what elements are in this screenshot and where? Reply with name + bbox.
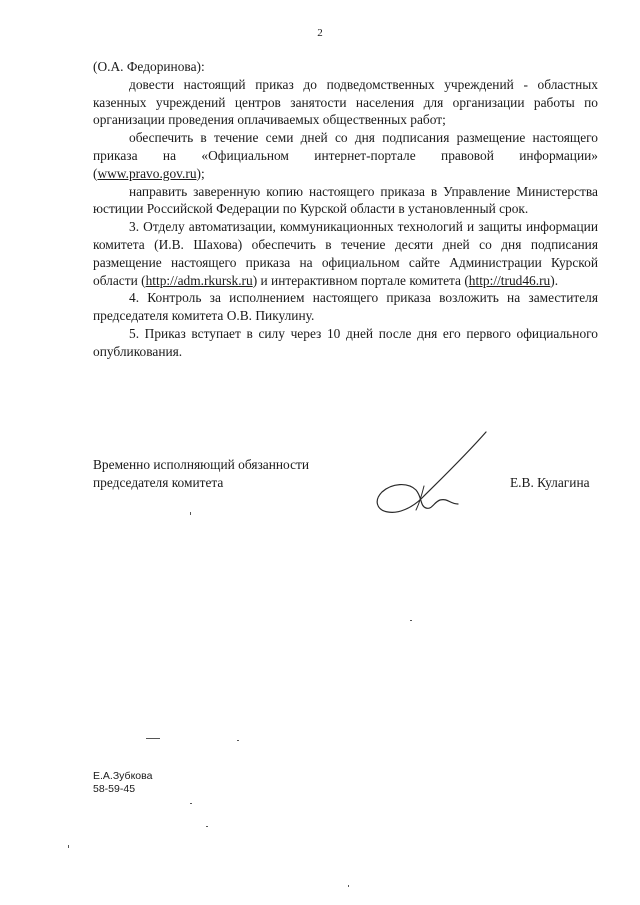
scan-speck	[68, 845, 69, 848]
paragraph-text: обеспечить в течение семи дней со дня подписания размещение настоящего приказа на «Официальном интернет-портале правовой информации» (	[93, 130, 598, 181]
link-adm-rkursk[interactable]: http://adm.rkursk.ru	[145, 272, 253, 288]
signatory-title	[93, 456, 309, 492]
paragraph-deliver-order: довести настоящий приказ до подведомственных учреждений - областных казенных учреждений центров занятости населения для организации работы по организации проведения оплачиваемых общественных работ;	[93, 76, 598, 128]
executor-phone: 58-59-45	[93, 783, 136, 795]
executor-name: Е.А.Зубкова	[93, 770, 153, 782]
link-pravo-gov[interactable]: www.pravo.gov.ru	[97, 165, 197, 181]
scan-speck	[190, 803, 192, 804]
paragraph-publish-pravo	[93, 129, 598, 182]
paragraph-department-head: (О.А. Федоринова):	[93, 59, 205, 74]
paragraph-text: ).	[550, 272, 559, 288]
document-body	[93, 58, 598, 361]
executor-info	[93, 770, 152, 796]
paragraph-item-5: 5. Приказ вступает в силу через 10 дней после дня его первого официального опубликования.	[93, 325, 598, 359]
paragraph-item-3	[93, 218, 598, 289]
scan-speck	[206, 826, 208, 827]
paragraph-text: ) и интерактивном портале комитета (	[252, 272, 469, 288]
paragraph-text: );	[196, 165, 205, 181]
paragraph-text: 3. Отделу автоматизации, коммуникационных технологий и защиты информации комитета (И.В. Шахова) обеспечить в течение десяти дней со дня подписания размещение настоящего приказа на официальном сайте Администрации Курской области (	[93, 219, 598, 288]
paragraph-item-4: 4. Контроль за исполнением настоящего приказа возложить на заместителя председателя комитета О.В. Пикулину.	[93, 290, 598, 324]
signatory-name: Е.В. Кулагина	[510, 475, 590, 490]
scan-speck	[190, 512, 191, 515]
link-trud46[interactable]: http://trud46.ru	[468, 272, 551, 288]
paragraph-send-copy: направить заверенную копию настоящего приказа в Управление Министерства юстиции Российской Федерации по Курской области в установленный срок.	[93, 183, 598, 217]
signatory-title-line: Временно исполняющий обязанности	[93, 457, 310, 472]
scan-speck	[410, 620, 412, 621]
scan-speck	[348, 885, 349, 887]
signatory-title-line: председателя комитета	[93, 474, 224, 490]
page-number: 2	[317, 27, 323, 39]
handwritten-signature	[360, 428, 500, 523]
scan-speck	[237, 740, 239, 741]
scan-speck	[146, 738, 160, 739]
